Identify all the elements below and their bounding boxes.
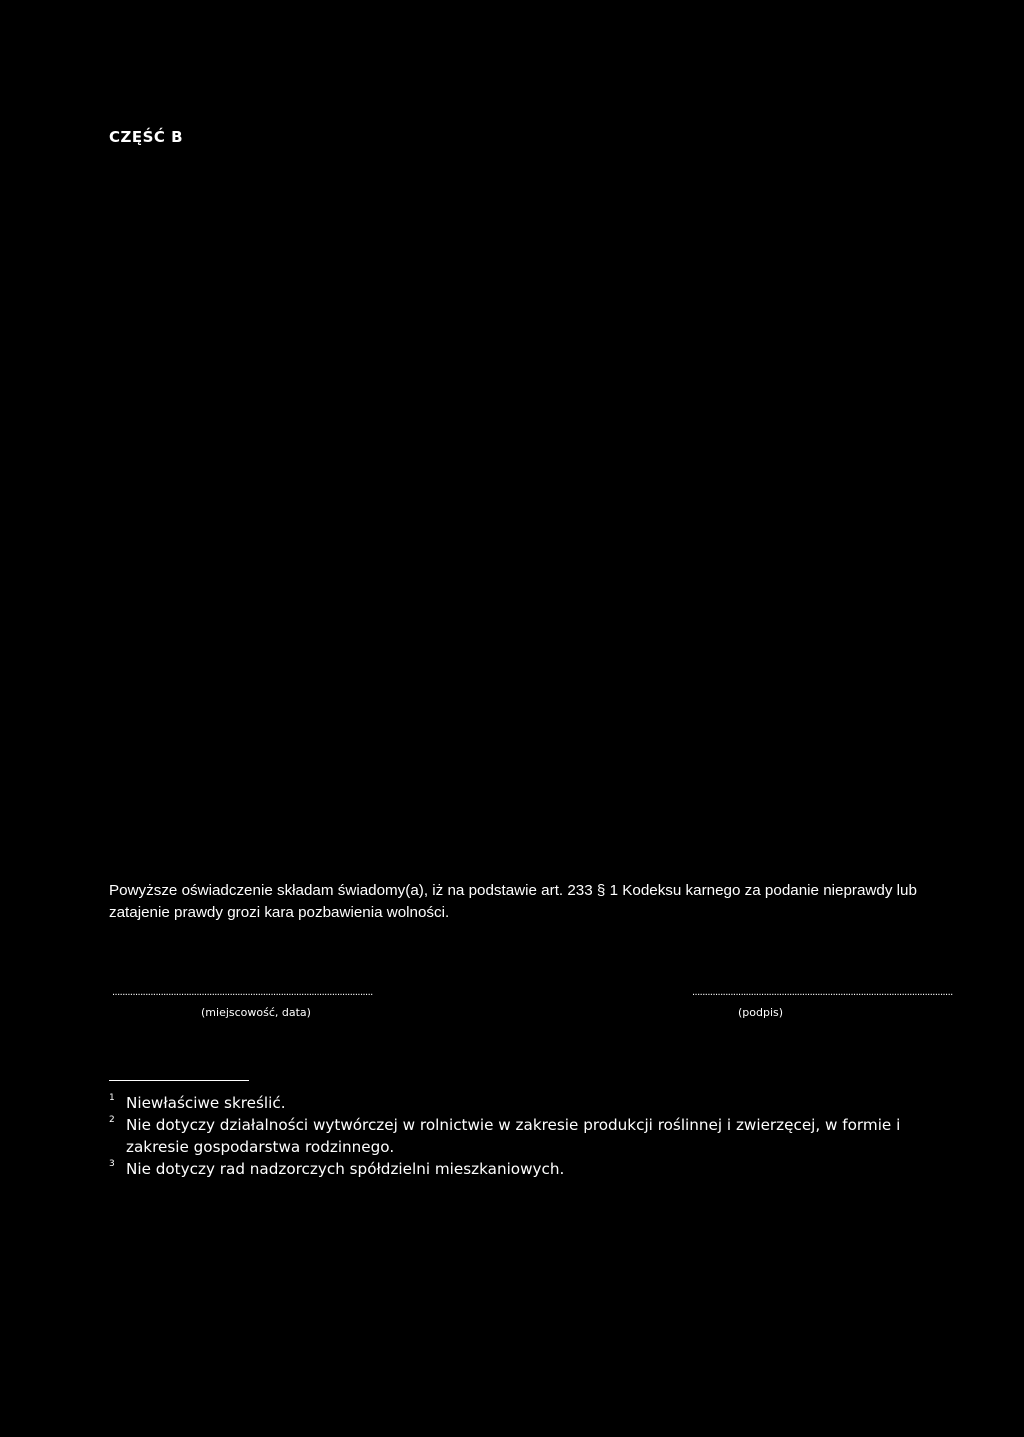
footnote-2-mark: 2: [109, 1115, 115, 1125]
footnotes: [109, 1092, 929, 1180]
signature-caption: (podpis): [738, 1006, 784, 1019]
footnote-2-text: Nie dotyczy działalności wytwórczej w rolnictwie w zakresie produkcji roślinnej i zwierzęcej, w formie i zakresie gospodarstwa rodzinnego.: [126, 1116, 901, 1156]
signature-dotted-line: ......................................................................................................: [692, 986, 953, 998]
declaration-block: [109, 880, 919, 924]
footnote-1: [109, 1092, 929, 1114]
footnote-2: [109, 1114, 929, 1158]
footnote-divider: [109, 1080, 249, 1081]
footnote-3-text: Nie dotyczy rad nadzorczych spółdzielni mieszkaniowych.: [126, 1160, 565, 1178]
section-heading: CZĘŚĆ B: [109, 128, 184, 146]
footnote-3-mark: 3: [109, 1159, 115, 1169]
place-date-caption: (miejscowość, data): [201, 1006, 311, 1019]
place-date-dotted-line: ......................................................................................................: [112, 986, 373, 998]
footnote-1-text: Niewłaściwe skreślić.: [126, 1094, 286, 1112]
footnote-1-mark: 1: [109, 1093, 115, 1103]
footnote-3: [109, 1158, 929, 1180]
declaration-text: Powyższe oświadczenie składam świadomy(a), iż na podstawie art. 233 § 1 Kodeksu karnego za podanie nieprawdy lub zatajenie prawdy grozi kara pozbawienia wolności.: [109, 882, 917, 921]
